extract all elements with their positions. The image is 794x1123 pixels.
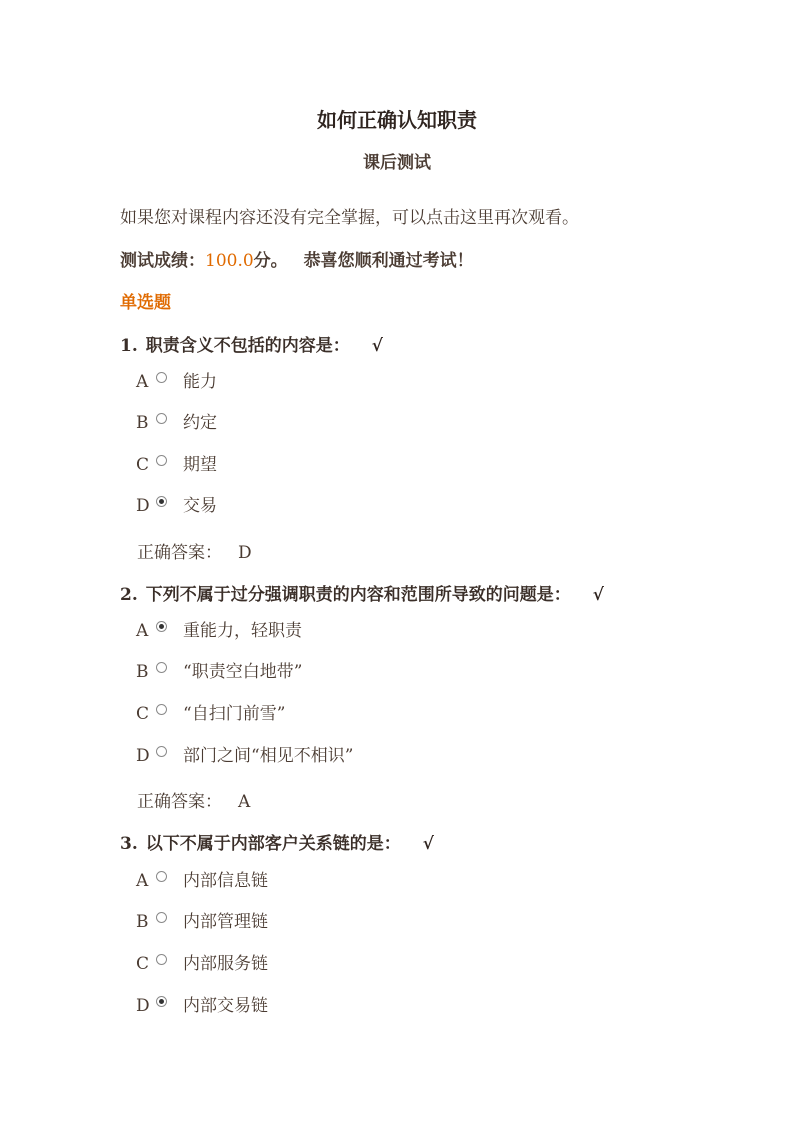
question-2 xyxy=(120,580,604,605)
option-letter: B xyxy=(136,912,149,932)
option-b[interactable] xyxy=(136,411,217,435)
option-a[interactable] xyxy=(136,869,268,893)
answer-value: D xyxy=(238,543,252,563)
option-text: “自扫门前雪” xyxy=(183,704,286,724)
option-text: 期望 xyxy=(183,455,217,475)
option-text: “职责空白地带” xyxy=(183,662,303,682)
option-a[interactable] xyxy=(136,370,217,394)
radio-button[interactable] xyxy=(156,912,167,923)
score-label: 测试成绩： xyxy=(120,251,205,271)
option-text: 重能力，轻职责 xyxy=(183,621,302,641)
option-text: 内部交易链 xyxy=(183,996,268,1016)
radio-button[interactable] xyxy=(156,871,167,882)
radio-button[interactable] xyxy=(156,413,167,424)
score-unit: 分。 xyxy=(253,251,288,271)
option-c[interactable] xyxy=(136,702,285,726)
option-letter: D xyxy=(136,496,150,516)
score-line xyxy=(120,246,474,271)
question-text: 职责含义不包括的内容是： xyxy=(145,336,350,356)
option-text: 约定 xyxy=(183,413,217,433)
score-value: 100.0 xyxy=(205,251,254,271)
option-d[interactable] xyxy=(136,494,217,518)
radio-button[interactable] xyxy=(156,746,167,757)
option-letter: B xyxy=(136,413,149,433)
section-title: 单选题 xyxy=(120,293,171,313)
option-d[interactable] xyxy=(136,744,353,768)
question-1 xyxy=(120,331,383,356)
option-letter: C xyxy=(136,455,150,475)
radio-button[interactable] xyxy=(156,704,167,715)
option-b[interactable] xyxy=(136,910,268,934)
option-c[interactable] xyxy=(136,453,217,477)
option-text: 内部信息链 xyxy=(183,871,268,891)
option-letter: A xyxy=(136,372,149,392)
option-text: 内部管理链 xyxy=(183,912,268,932)
option-text: 能力 xyxy=(183,372,217,392)
option-c[interactable] xyxy=(136,952,268,976)
correct-answer xyxy=(137,538,252,563)
radio-button[interactable] xyxy=(156,662,167,673)
check-icon: √ xyxy=(371,336,383,356)
pass-message: 恭喜您顺利通过考试！ xyxy=(303,251,474,271)
option-letter: C xyxy=(136,954,150,974)
question-number: 1. xyxy=(120,336,138,356)
answer-label: 正确答案： xyxy=(137,543,222,563)
option-letter: C xyxy=(136,704,150,724)
option-letter: B xyxy=(136,662,149,682)
radio-button-selected[interactable] xyxy=(156,996,167,1007)
option-text: 交易 xyxy=(183,496,217,516)
radio-button-selected[interactable] xyxy=(156,621,167,632)
question-3 xyxy=(120,829,434,854)
answer-label: 正确答案： xyxy=(137,792,222,812)
answer-value: A xyxy=(238,792,251,812)
radio-button[interactable] xyxy=(156,372,167,383)
option-text: 内部服务链 xyxy=(183,954,268,974)
option-letter: A xyxy=(136,871,149,891)
question-number: 2. xyxy=(120,585,138,605)
radio-button-selected[interactable] xyxy=(156,496,167,507)
option-letter: A xyxy=(136,621,149,641)
question-text: 以下不属于内部客户关系链的是： xyxy=(145,834,401,854)
review-course-link[interactable]: 如果您对课程内容还没有完全掌握，可以点击这里再次观看。 xyxy=(120,208,579,228)
option-letter: D xyxy=(136,746,150,766)
option-letter: D xyxy=(136,996,150,1016)
option-d[interactable] xyxy=(136,994,268,1018)
question-text: 下列不属于过分强调职责的内容和范围所导致的问题是： xyxy=(145,585,571,605)
page-title: 如何正确认知职责 xyxy=(317,108,477,132)
question-number: 3. xyxy=(120,834,138,854)
radio-button[interactable] xyxy=(156,455,167,466)
check-icon: √ xyxy=(422,834,434,854)
option-a[interactable] xyxy=(136,619,302,643)
option-b[interactable] xyxy=(136,660,302,684)
option-text: 部门之间“相见不相识” xyxy=(183,746,354,766)
radio-button[interactable] xyxy=(156,954,167,965)
page-subtitle: 课后测试 xyxy=(363,153,431,173)
check-icon: √ xyxy=(592,585,604,605)
correct-answer xyxy=(137,787,250,812)
